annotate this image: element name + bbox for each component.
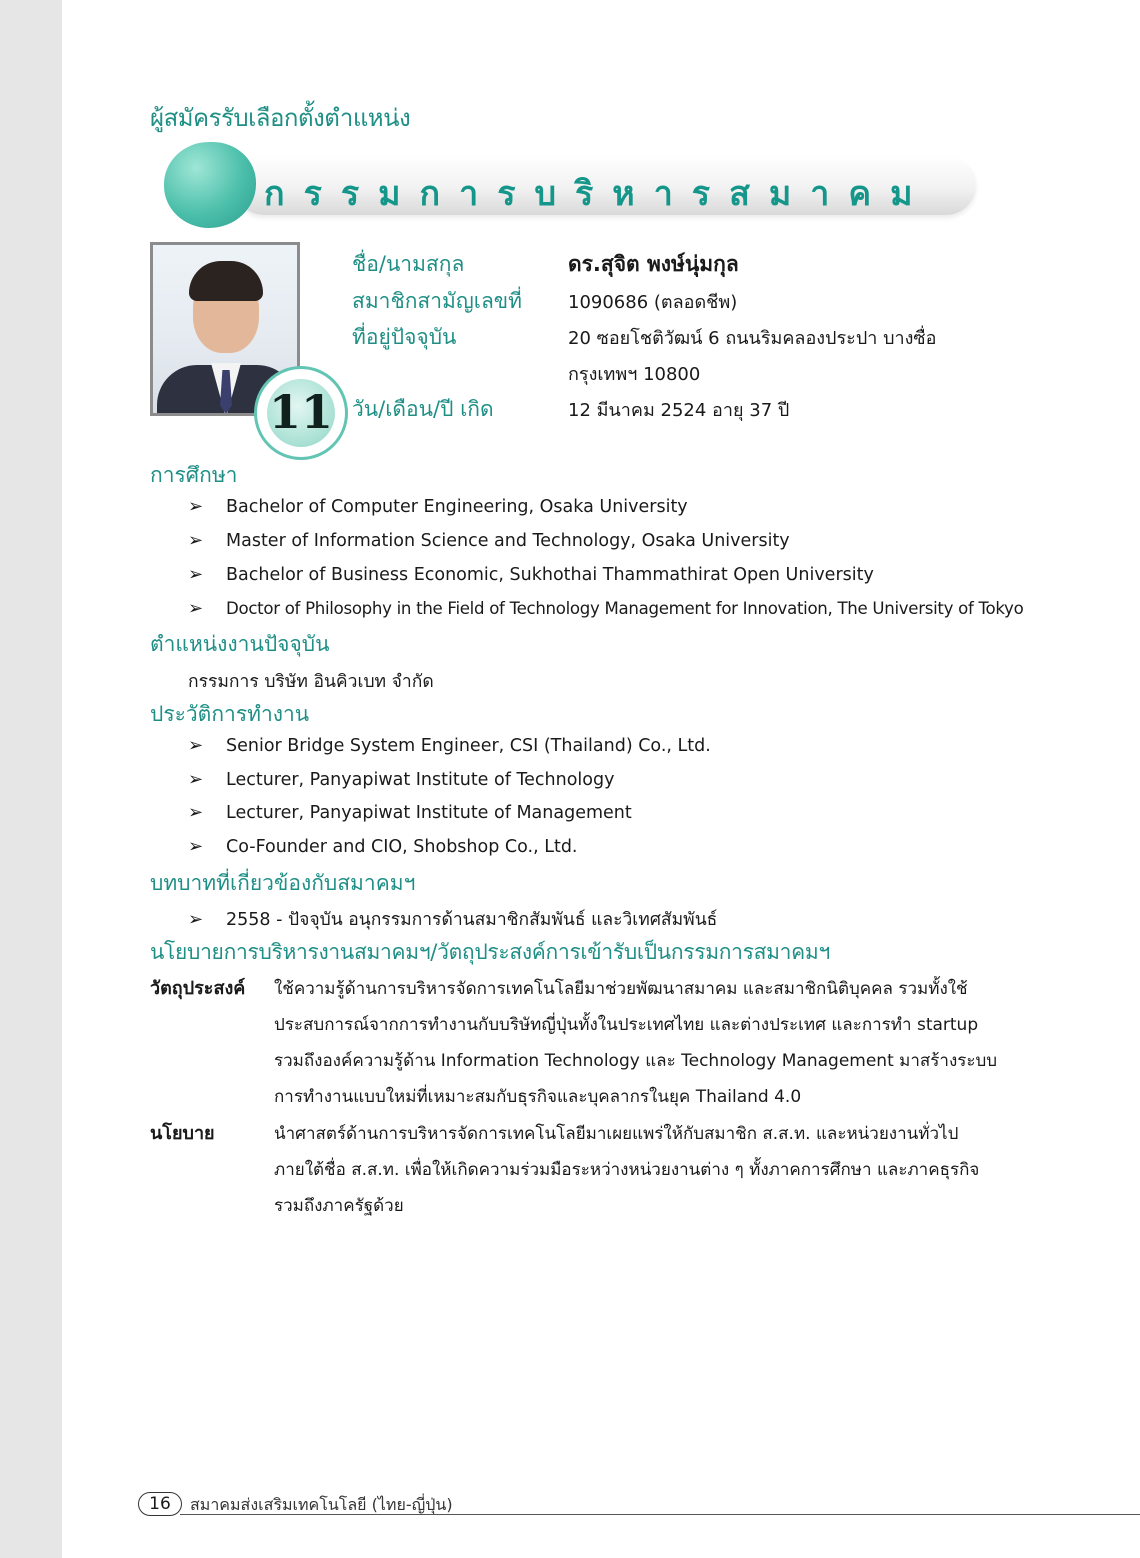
address-label: ที่อยู่ปัจจุบัน — [352, 325, 457, 349]
list-item: ➢ Bachelor of Computer Engineering, Osaka University — [188, 496, 688, 517]
work-history-heading: ประวัติการทำงาน — [150, 702, 310, 726]
objective-line: การทำงานแบบใหม่ที่เหมาะสมกับธุรกิจและบุคลากรในยุค Thailand 4.0 — [274, 1087, 802, 1107]
banner-title: กรรมการบริหารสมาคม — [264, 174, 932, 214]
address-value-line2: กรุงเทพฯ 10800 — [568, 364, 701, 385]
banner-leaf-icon — [164, 142, 256, 228]
list-item: ➢ Senior Bridge System Engineer, CSI (Thailand) Co., Ltd. — [188, 735, 711, 756]
member-number-value: 1090686 (ตลอดชีพ) — [568, 292, 738, 313]
name-label: ชื่อ/นามสกุล — [352, 252, 465, 276]
policy-line: ภายใต้ชื่อ ส.ส.ท. เพื่อให้เกิดความร่วมมือระหว่างหน่วยงานต่าง ๆ ทั้งภาคการศึกษา และภาคธุรกิจ — [274, 1160, 980, 1180]
footer-publisher: สมาคมส่งเสริมเทคโนโลยี (ไทย-ญี่ปุ่น) — [190, 1495, 453, 1514]
arrow-bullet-icon: ➢ — [188, 802, 204, 823]
page-number: 16 — [138, 1492, 182, 1516]
name-value: ดร.สุจิต พงษ์นุ่มกุล — [568, 252, 739, 276]
policy-line: นำศาสตร์ด้านการบริหารจัดการเทคโนโลยีมาเผยแพร่ให้กับสมาชิก ส.ส.ท. และหน่วยงานทั่วไป — [274, 1124, 959, 1144]
candidate-number: 11 — [268, 385, 333, 439]
arrow-bullet-icon: ➢ — [188, 496, 204, 517]
policy-heading: นโยบายการบริหารงานสมาคมฯ/วัตถุประสงค์การเข้ารับเป็นกรรมการสมาคมฯ — [150, 940, 830, 964]
footer-divider — [180, 1514, 1140, 1515]
arrow-bullet-icon: ➢ — [188, 530, 204, 551]
list-item: ➢ 2558 - ปัจจุบัน อนุกรรมการด้านสมาชิกสัมพันธ์ และวิเทศสัมพันธ์ — [188, 909, 718, 930]
birthdate-label: วัน/เดือน/ปี เกิด — [352, 397, 494, 421]
list-item: ➢ Lecturer, Panyapiwat Institute of Management — [188, 802, 632, 823]
list-item: ➢ Lecturer, Panyapiwat Institute of Technology — [188, 769, 615, 790]
left-margin-bar — [0, 0, 62, 1558]
education-heading: การศึกษา — [150, 463, 238, 487]
arrow-bullet-icon: ➢ — [188, 836, 204, 857]
objective-line: ประสบการณ์จากการทำงานกับบริษัทญี่ปุ่นทั้งในประเทศไทย และต่างประเทศ และการทำ startup — [274, 1015, 979, 1035]
section-banner — [164, 142, 976, 228]
arrow-bullet-icon: ➢ — [188, 769, 204, 790]
policy-label: นโยบาย — [150, 1123, 215, 1144]
objective-label: วัตถุประสงค์ — [150, 978, 246, 999]
candidate-number-badge — [254, 366, 348, 460]
arrow-bullet-icon: ➢ — [188, 564, 204, 585]
list-item: ➢ Doctor of Philosophy in the Field of Technology Management for Innovation, The University of Tokyo — [188, 598, 1024, 619]
list-item: ➢ Bachelor of Business Economic, Sukhothai Thammathirat Open University — [188, 564, 874, 585]
member-number-label: สมาชิกสามัญเลขที่ — [352, 289, 523, 313]
policy-line: รวมถึงภาครัฐด้วย — [274, 1196, 404, 1216]
arrow-bullet-icon: ➢ — [188, 735, 204, 756]
arrow-bullet-icon: ➢ — [188, 909, 204, 930]
current-position-heading: ตำแหน่งงานปัจจุบัน — [150, 632, 330, 656]
arrow-bullet-icon: ➢ — [188, 598, 203, 619]
current-position-text: กรรมการ บริษัท อินคิวเบท จำกัด — [188, 672, 434, 692]
birthdate-value: 12 มีนาคม 2524 อายุ 37 ปี — [568, 400, 790, 421]
list-item: ➢ Co-Founder and CIO, Shobshop Co., Ltd. — [188, 836, 578, 857]
address-value: 20 ซอยโชติวัฒน์ 6 ถนนริมคลองประปา บางซื่อ — [568, 328, 937, 349]
objective-line: ใช้ความรู้ด้านการบริหารจัดการเทคโนโลยีมาช่วยพัฒนาสมาคม และสมาชิกนิติบุคคล รวมทั้งใช้ — [274, 979, 968, 999]
list-item: ➢ Master of Information Science and Technology, Osaka University — [188, 530, 790, 551]
roles-heading: บทบาทที่เกี่ยวข้องกับสมาคมฯ — [150, 871, 416, 895]
photo-hair — [189, 261, 263, 301]
objective-line: รวมถึงองค์ความรู้ด้าน Information Technology และ Technology Management มาสร้างระบบ — [274, 1051, 998, 1071]
page-title: ผู้สมัครรับเลือกตั้งตำแหน่ง — [150, 104, 411, 132]
